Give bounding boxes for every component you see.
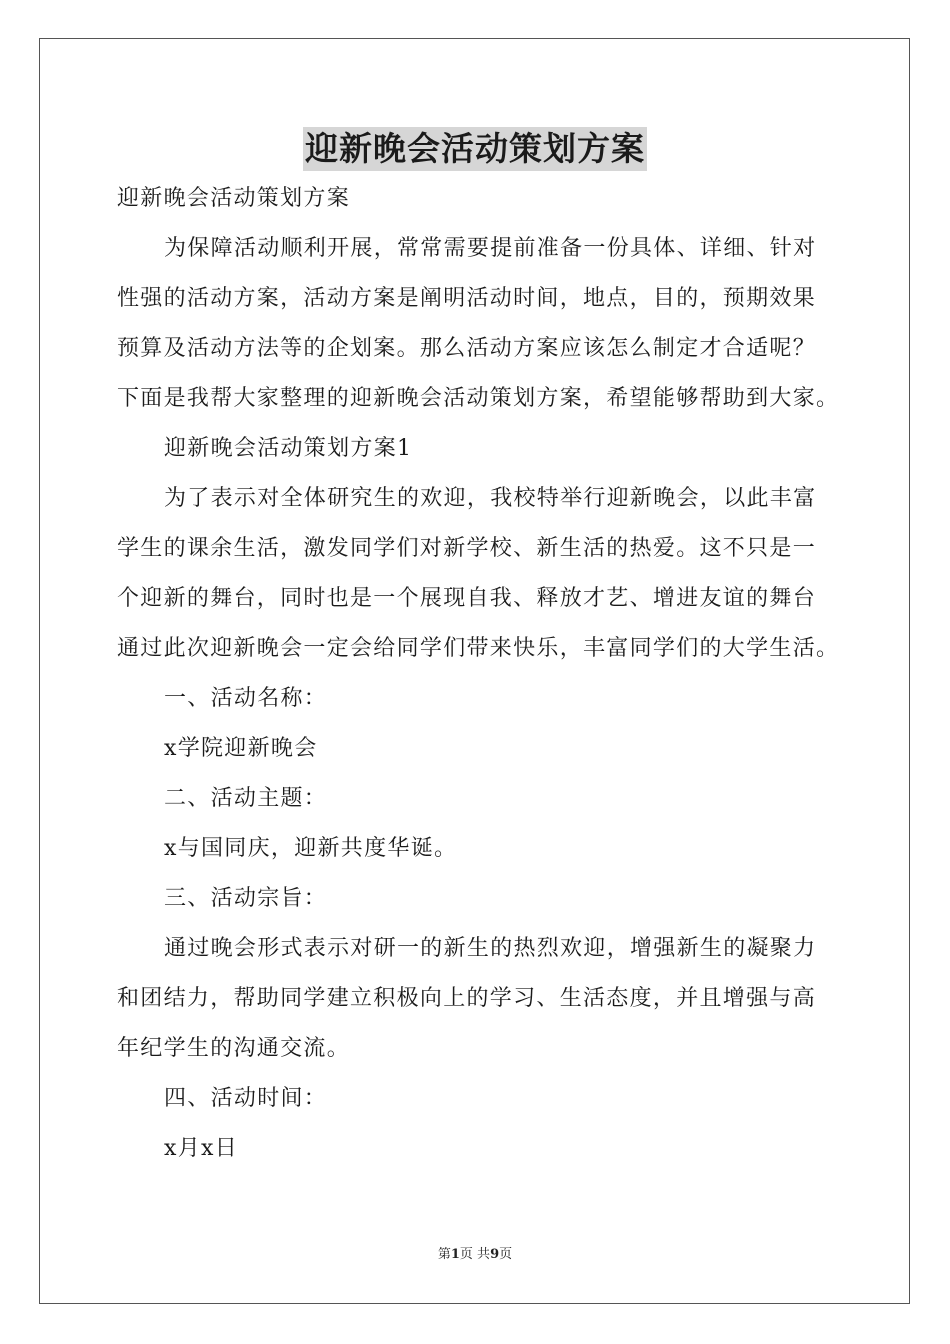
body-line: 预算及活动方法等的企划案。那么活动方案应该怎么制定才合适呢？ [117, 336, 817, 361]
body-line: 迎新晚会活动策划方案 [117, 186, 351, 211]
document-body [117, 174, 847, 1174]
body-line: 为了表示对全体研究生的欢迎，我校特举行迎新晚会，以此丰富 [164, 486, 817, 511]
body-line: 下面是我帮大家整理的迎新晚会活动策划方案，希望能够帮助到大家。 [117, 386, 840, 411]
footer-mid: 页 共 [459, 1247, 491, 1262]
footer-total-pages: 9 [490, 1247, 500, 1262]
body-line: x学院迎新晚会 [164, 736, 318, 761]
page-footer [0, 1245, 950, 1265]
section-heading: 迎新晚会活动策划方案1 [164, 436, 413, 461]
body-line: 年纪学生的沟通交流。 [117, 1036, 351, 1061]
document-title-text: 迎新晚会活动策划方案 [303, 127, 647, 171]
footer-prefix: 第 [437, 1247, 451, 1262]
item-heading: 三、活动宗旨： [164, 886, 328, 911]
body-line: 个迎新的舞台，同时也是一个展现自我、释放才艺、增进友谊的舞台 [117, 586, 817, 611]
body-line: 学生的课余生活，激发同学们对新学校、新生活的热爱。这不只是一 [117, 536, 817, 561]
body-line: 和团结力，帮助同学建立积极向上的学习、生活态度，并且增强与高 [117, 986, 817, 1011]
body-line: 性强的活动方案，活动方案是阐明活动时间，地点，目的，预期效果 [117, 286, 817, 311]
body-line: 通过此次迎新晚会一定会给同学们带来快乐，丰富同学们的大学生活。 [117, 636, 840, 661]
body-line: 为保障活动顺利开展，常常需要提前准备一份具体、详细、针对 [164, 236, 817, 261]
footer-current-page: 1 [450, 1247, 460, 1262]
body-line: 通过晚会形式表示对研一的新生的热烈欢迎，增强新生的凝聚力 [164, 936, 817, 961]
body-line: x月x日 [164, 1136, 239, 1161]
footer-suffix: 页 [499, 1247, 513, 1262]
item-heading: 二、活动主题： [164, 786, 328, 811]
body-line: x与国同庆，迎新共度华诞。 [164, 836, 458, 861]
item-heading: 一、活动名称： [164, 686, 328, 711]
document-title [0, 124, 950, 174]
item-heading: 四、活动时间： [164, 1086, 328, 1111]
